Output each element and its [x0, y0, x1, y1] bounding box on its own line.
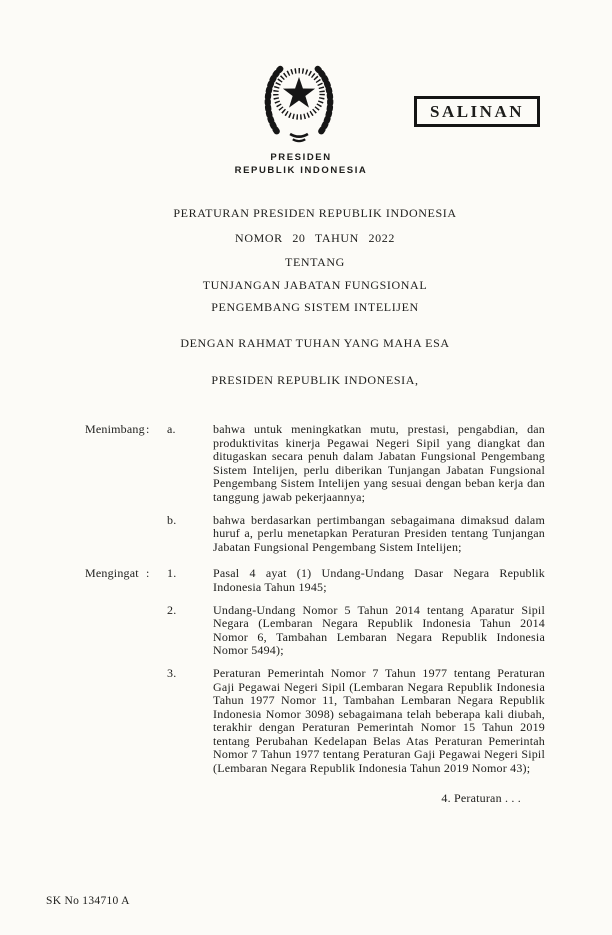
mengingat-item-2-marker: 2.: [167, 602, 177, 617]
letterhead-presiden: PRESIDEN: [270, 152, 332, 163]
salinan-stamp-label: SALINAN: [429, 101, 525, 121]
continuation-marker: 4. Peraturan . . .: [441, 790, 521, 805]
mengingat-section: [85, 567, 545, 775]
menimbang-item-b-marker: b.: [167, 512, 177, 527]
menimbang-section: [85, 423, 545, 554]
tentang-label: TENTANG: [285, 255, 345, 269]
letterhead-republik-indonesia: REPUBLIK INDONESIA: [234, 165, 368, 176]
menimbang-item-a-text: bahwa untuk meningkatkan mutu, prestasi, pengabdian, dan produktivitas kinerja Pegawai Negeri Sipil yang diangkat dan ditugaskan secara penuh dalam Jabatan Fungsional Pengembang Sistem Intelijen, perlu diberikan Tunjangan Jabatan Fungsional Pengembang Sistem Intelijen yang sesuai dengan beban kerja dan tanggung jawab pekerjaannya;: [213, 422, 545, 504]
menimbang-label: Menimbang: [85, 422, 145, 436]
document-code: SK No 134710 A: [46, 895, 130, 907]
invocation-line: DENGAN RAHMAT TUHAN YANG MAHA ESA: [180, 336, 450, 350]
mengingat-item-2-text: Undang-Undang Nomor 5 Tahun 2014 tentang Aparatur Sipil Negara (Lembaran Negara Republik Indonesia Tahun 2014 Nomor 6, Tambahan Lembaran Negara Republik Indonesia Nomor 5494);: [213, 602, 545, 658]
menimbang-item-b-text: bahwa berdasarkan pertimbangan sebagaimana dimaksud dalam huruf a, perlu menetapkan Peraturan Presiden tentang Tunjangan Jabatan Fungsional Pengembang Sistem Intelijen;: [213, 512, 545, 554]
mengingat-item-3-text: Peraturan Pemerintah Nomor 7 Tahun 1977 tentang Peraturan Gaji Pegawai Negeri Sipil (Lembaran Negara Republik Indonesia Tahun 1977 Nomor 11, Tambahan Lembaran Negara Republik Indonesia Nomor 3098) sebagaimana telah beberapa kali diubah, terakhir dengan Peraturan Pemerintah Nomor 15 Tahun 2019 tentang Perubahan Kedelapan Belas Atas Peraturan Pemerintah Nomor 7 Tahun 1977 tentang Peraturan Gaji Pegawai Negeri Sipil (Lembaran Negara Republik Indonesia Tahun 2019 Nomor 43);: [213, 665, 545, 776]
regulation-number: NOMOR 20 TAHUN 2022: [235, 231, 395, 245]
subject-line-2: PENGEMBANG SISTEM INTELIJEN: [211, 300, 419, 314]
mengingat-label: Mengingat: [85, 566, 139, 581]
mengingat-item-1-text: Pasal 4 ayat (1) Undang-Undang Dasar Negara Republik Indonesia Tahun 1945;: [213, 566, 545, 594]
mengingat-colon: :: [146, 566, 150, 581]
enacting-authority: PRESIDEN REPUBLIK INDONESIA,: [211, 373, 419, 387]
subject-line-1: TUNJANGAN JABATAN FUNGSIONAL: [202, 278, 428, 292]
menimbang-item-a-marker: a.: [167, 422, 176, 436]
menimbang-colon: :: [146, 422, 150, 436]
title-block: [85, 206, 545, 387]
regulation-title: PERATURAN PRESIDEN REPUBLIK INDONESIA: [173, 206, 457, 220]
mengingat-item-3-marker: 3.: [167, 665, 177, 680]
mengingat-item-1-marker: 1.: [167, 566, 177, 581]
